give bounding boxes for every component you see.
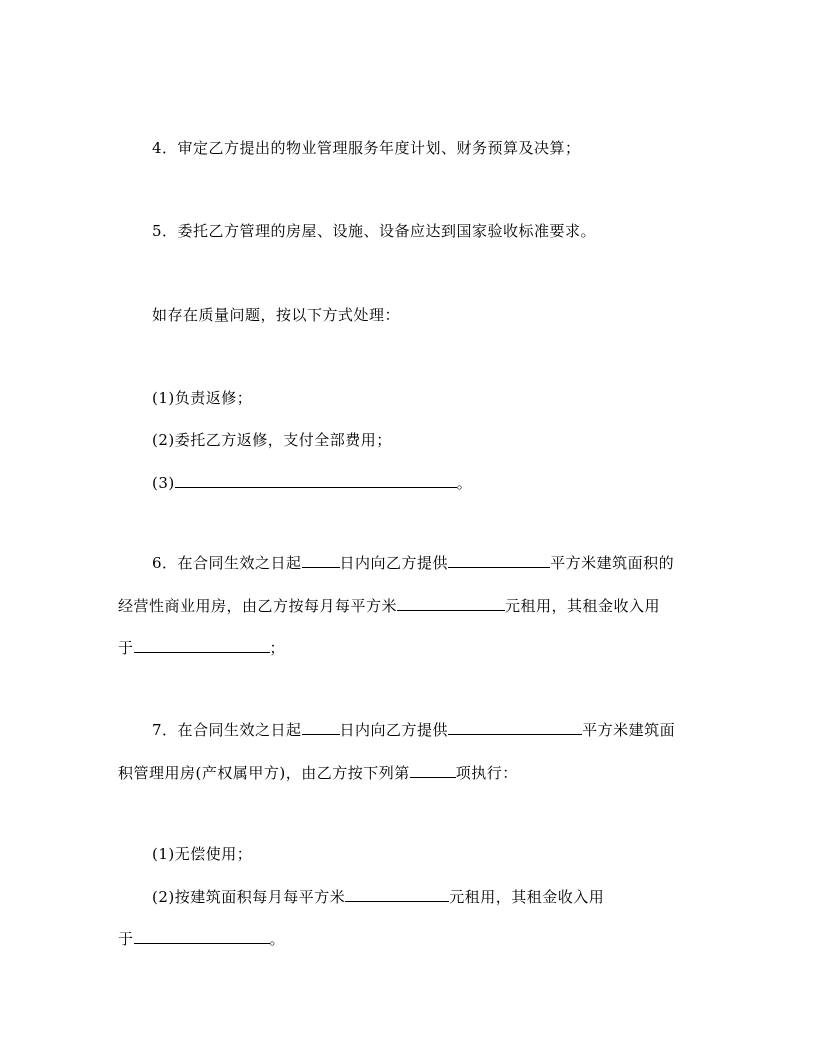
blank-field[interactable]: [410, 761, 456, 778]
blank-field[interactable]: [345, 885, 449, 902]
clause-6-text-f: 于: [118, 639, 134, 657]
clause-6-text-c: 平方米建筑面积的: [550, 554, 675, 572]
option-1-text: (1)负责返修；: [152, 389, 253, 407]
option-2-text: (2)委托乙方返修，支付全部费用；: [152, 431, 392, 449]
option-2: [152, 429, 392, 451]
blank-field[interactable]: [448, 718, 582, 735]
use-option-2-text-d: 。: [269, 930, 286, 948]
blank-field[interactable]: [302, 718, 340, 735]
clause-7-line-1: [152, 718, 675, 741]
option-3-end: 。: [456, 474, 473, 492]
clause-4: [152, 137, 581, 159]
clause-5: [152, 220, 596, 242]
clause-7-text-d: 积管理用房(产权属甲方)，由乙方按下列第: [118, 764, 410, 782]
use-option-2-line-1: [152, 885, 604, 908]
clause-7-text-e: 项执行：: [455, 764, 518, 782]
clause-7-text-b: 日内向乙方提供: [339, 721, 449, 739]
use-option-2-text-a: (2)按建筑面积每月每平方米: [152, 888, 346, 906]
blank-field[interactable]: [134, 927, 270, 944]
clause-6-text-a: 6．在合同生效之日起: [152, 554, 302, 572]
clause-6-text-g: ；: [269, 639, 286, 657]
clause-6-text-e: 元租用，其租金收入用: [505, 597, 661, 615]
blank-field[interactable]: [448, 551, 550, 568]
clause-6-text-d: 经营性商业用房，由乙方按每月每平方米: [118, 597, 398, 615]
blank-field[interactable]: [134, 636, 270, 653]
blank-field[interactable]: [397, 594, 505, 611]
option-1: [152, 387, 252, 409]
option-3-label: (3): [152, 474, 175, 492]
option-3: [152, 471, 472, 494]
use-option-2-text-b: 元租用，其租金收入用: [449, 888, 605, 906]
clause-6-line-3: [118, 636, 285, 659]
clause-5-text: 5．委托乙方管理的房屋、设施、设备应达到国家验收标准要求。: [152, 222, 597, 240]
use-option-2-line-2: [118, 927, 285, 950]
clause-7-line-2: [118, 761, 518, 784]
clause-6-line-1: [152, 551, 674, 574]
clause-7-text-c: 平方米建筑面: [582, 721, 676, 739]
clause-6-text-b: 日内向乙方提供: [339, 554, 449, 572]
use-option-1-text: (1)无偿使用；: [152, 845, 253, 863]
quality-issue-intro-text: 如存在质量问题，按以下方式处理：: [152, 306, 401, 324]
clause-7-text-a: 7．在合同生效之日起: [152, 721, 302, 739]
blank-field[interactable]: [175, 471, 457, 488]
use-option-1: [152, 843, 252, 865]
blank-field[interactable]: [302, 551, 340, 568]
quality-issue-intro: [152, 304, 400, 326]
clause-4-text: 4．审定乙方提出的物业管理服务年度计划、财务预算及决算；: [152, 139, 581, 157]
clause-6-line-2: [118, 594, 660, 617]
use-option-2-text-c: 于: [118, 930, 134, 948]
